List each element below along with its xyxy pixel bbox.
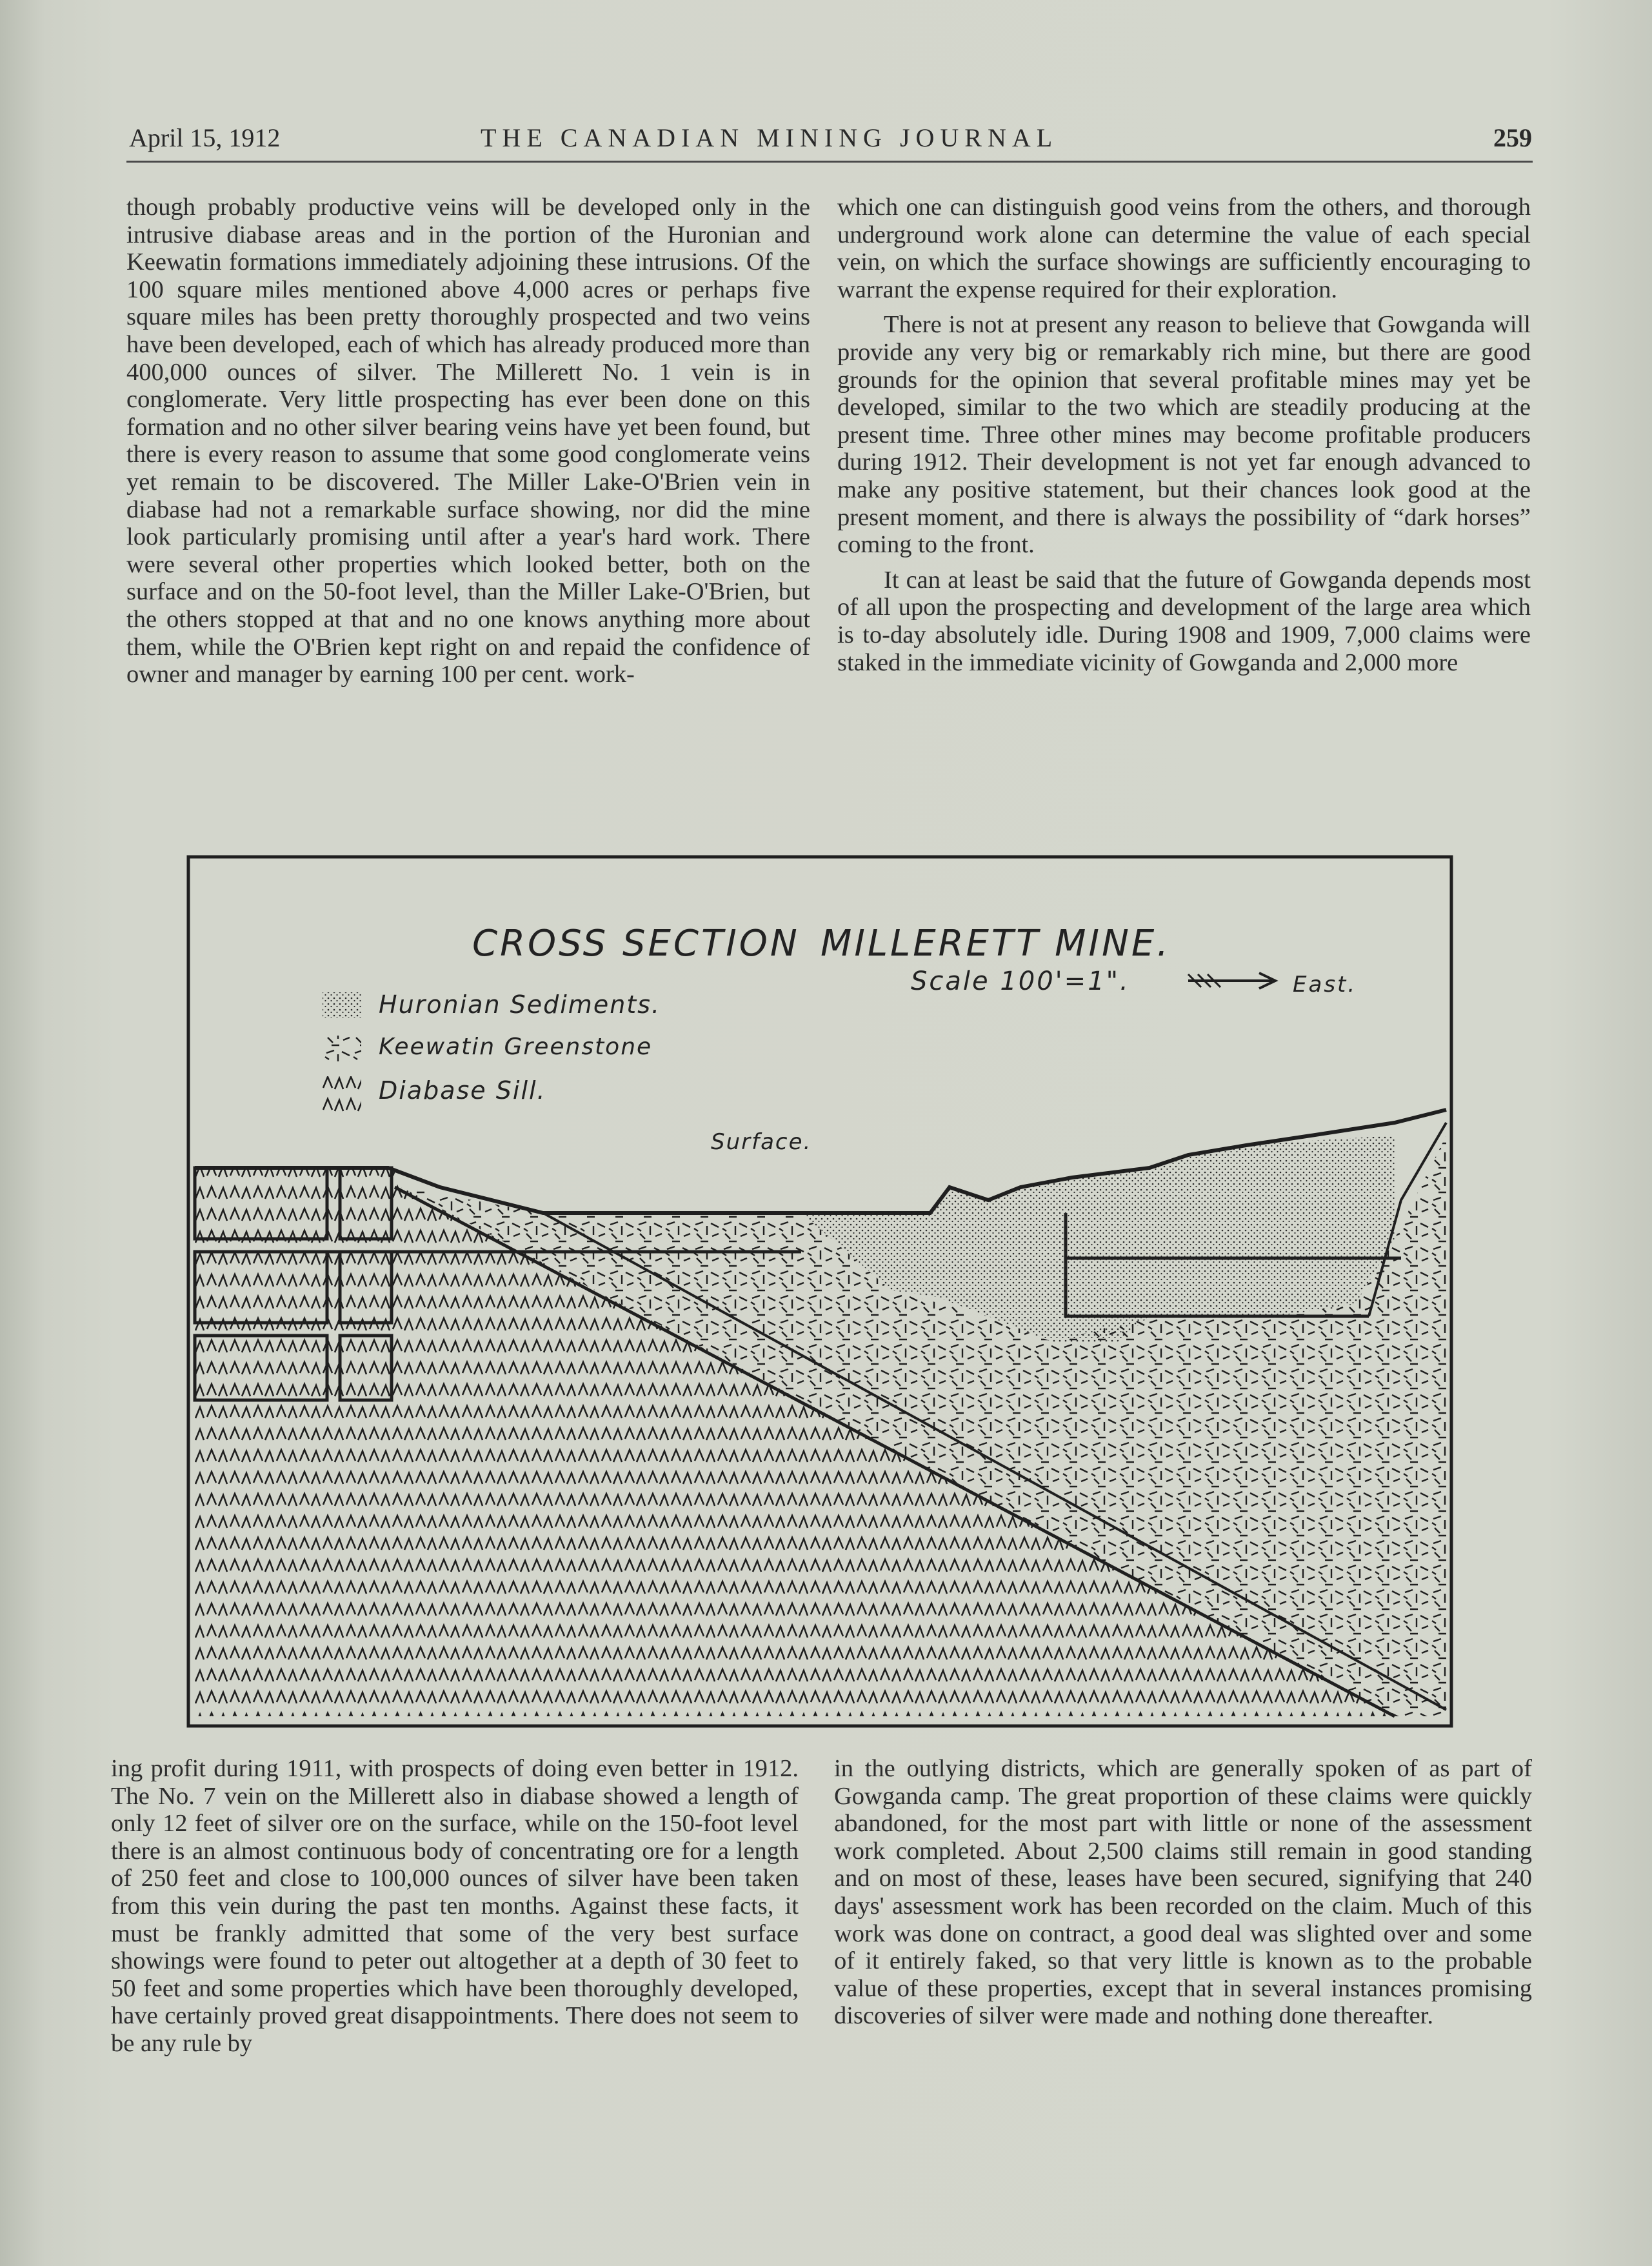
surface-label: Surface. — [711, 1129, 812, 1155]
issue-date: April 15, 1912 — [129, 123, 281, 152]
cross-section-drawing — [182, 852, 1459, 1732]
paragraph: ing profit during 1911, with prospects of doing even better in 1912. The No. 7 vein on the Millerett also in diabase showed a length of only 12 feet of silver ore on the surface, while on the 150-foot level there is an almost continuous body of concentrating ore for a length of 250 feet and close to 100,000 ounces of silver have been taken from this vein during the past ten months. Against these facts, it must be frankly admitted that some of the very best surface showings were found to peter out altogether at a depth of 30 feet to 50 feet and some properties which have been thoroughly developed, have certainly proved great disappointments. There does not seem to be any rule by — [111, 1755, 799, 2057]
legend-swatch-keewatin — [323, 1036, 361, 1061]
paragraph: though probably productive veins will be developed only in the intrusive diabase areas and in the portion of the Huronian and Keewatin formations immediately adjoining these intrusions. Of the 100 square miles mentioned above 4,000 acres or perhaps five square miles has been pretty thoroughly prospected and two veins have been developed, each of which has already produced more than 400,000 ounces of silver. The Millerett No. 1 vein is in conglomerate. Very little prospecting has ever been done on this formation and no other silver bearing veins have yet been found, but there is every reason to assume that some good conglomerate veins yet remain to be discovered. The Miller Lake-O'Brien vein in diabase had not a remarkable surface showing, nor did the mine look particularly promising until after a year's hard work. There were several other properties which looked better, both on the surface and on the 50-foot level, than the Miller Lake-O'Brien, but the others stopped at that and no one knows anything more about them, while the O'Brien kept right on and repaid the confidence of owner and manager by earning 100 per cent. work- — [126, 194, 810, 688]
legend-swatch-huronian — [323, 992, 361, 1018]
figure-title: CROSS SECTION — [472, 923, 800, 965]
header-rule — [126, 161, 1533, 163]
journal-title: THE CANADIAN MINING JOURNAL — [481, 123, 1059, 152]
paragraph: There is not at present any reason to believe that Gowganda will provide any very big or remarkably rich mine, but there are good grounds for the opinion that several profitable mines may yet be developed, similar to the two which are steadily producing at the present time. Three other mines may become profitable producers during 1912. Their development is not yet far enough advanced to make any positive statement, but their chances look good at the present moment, and there is always the possibility of “dark horses” coming to the front. — [837, 311, 1531, 559]
page-number: 259 — [1493, 123, 1532, 152]
legend-huronian: Huronian Sediments. — [379, 990, 661, 1019]
paragraph: It can at least be said that the future of Gowganda depends most of all upon the prospecting and development of the large area which is to-day absolutely idle. During 1908 and 1909, 7,000 claims were staked in the immediate vicinity of Gowganda and 2,000 more — [837, 566, 1531, 676]
paragraph: which one can distinguish good veins from the others, and thorough underground work alone can determine the value of each special vein, on which the surface showings are sufficiently encouraging to warrant the expense required for their exploration. — [837, 194, 1531, 303]
running-header — [129, 123, 1532, 161]
figure-scale: Scale 100'=1". — [911, 967, 1130, 996]
legend-diabase: Diabase Sill. — [379, 1076, 546, 1105]
figure-direction-east: East. — [1293, 972, 1357, 998]
column-top-right — [837, 194, 1531, 676]
column-bottom-left — [111, 1755, 799, 2058]
legend-swatch-diabase — [323, 1076, 361, 1114]
cross-section-figure — [182, 852, 1459, 1732]
paragraph: in the outlying districts, which are generally spoken of as part of Gowganda camp. The great proportion of these claims were quickly abandoned, for the most part with little or none of the assessment work completed. About 2,500 claims still remain in good standing and on most of these, leases have been secured, signifying that 240 days' assessment work has been recorded on the claim. Much of this work was done on contract, a good deal was slighted over and some of it entirely faked, so that very little is known as to the probable value of these properties, except that in several instances promising discoveries of silver were made and nothing done thereafter. — [834, 1755, 1532, 2030]
legend-keewatin: Keewatin Greenstone — [379, 1034, 653, 1060]
figure-title-mine: MILLERETT MINE. — [821, 923, 1171, 965]
column-top-left — [126, 194, 810, 688]
column-bottom-right — [834, 1755, 1532, 2030]
